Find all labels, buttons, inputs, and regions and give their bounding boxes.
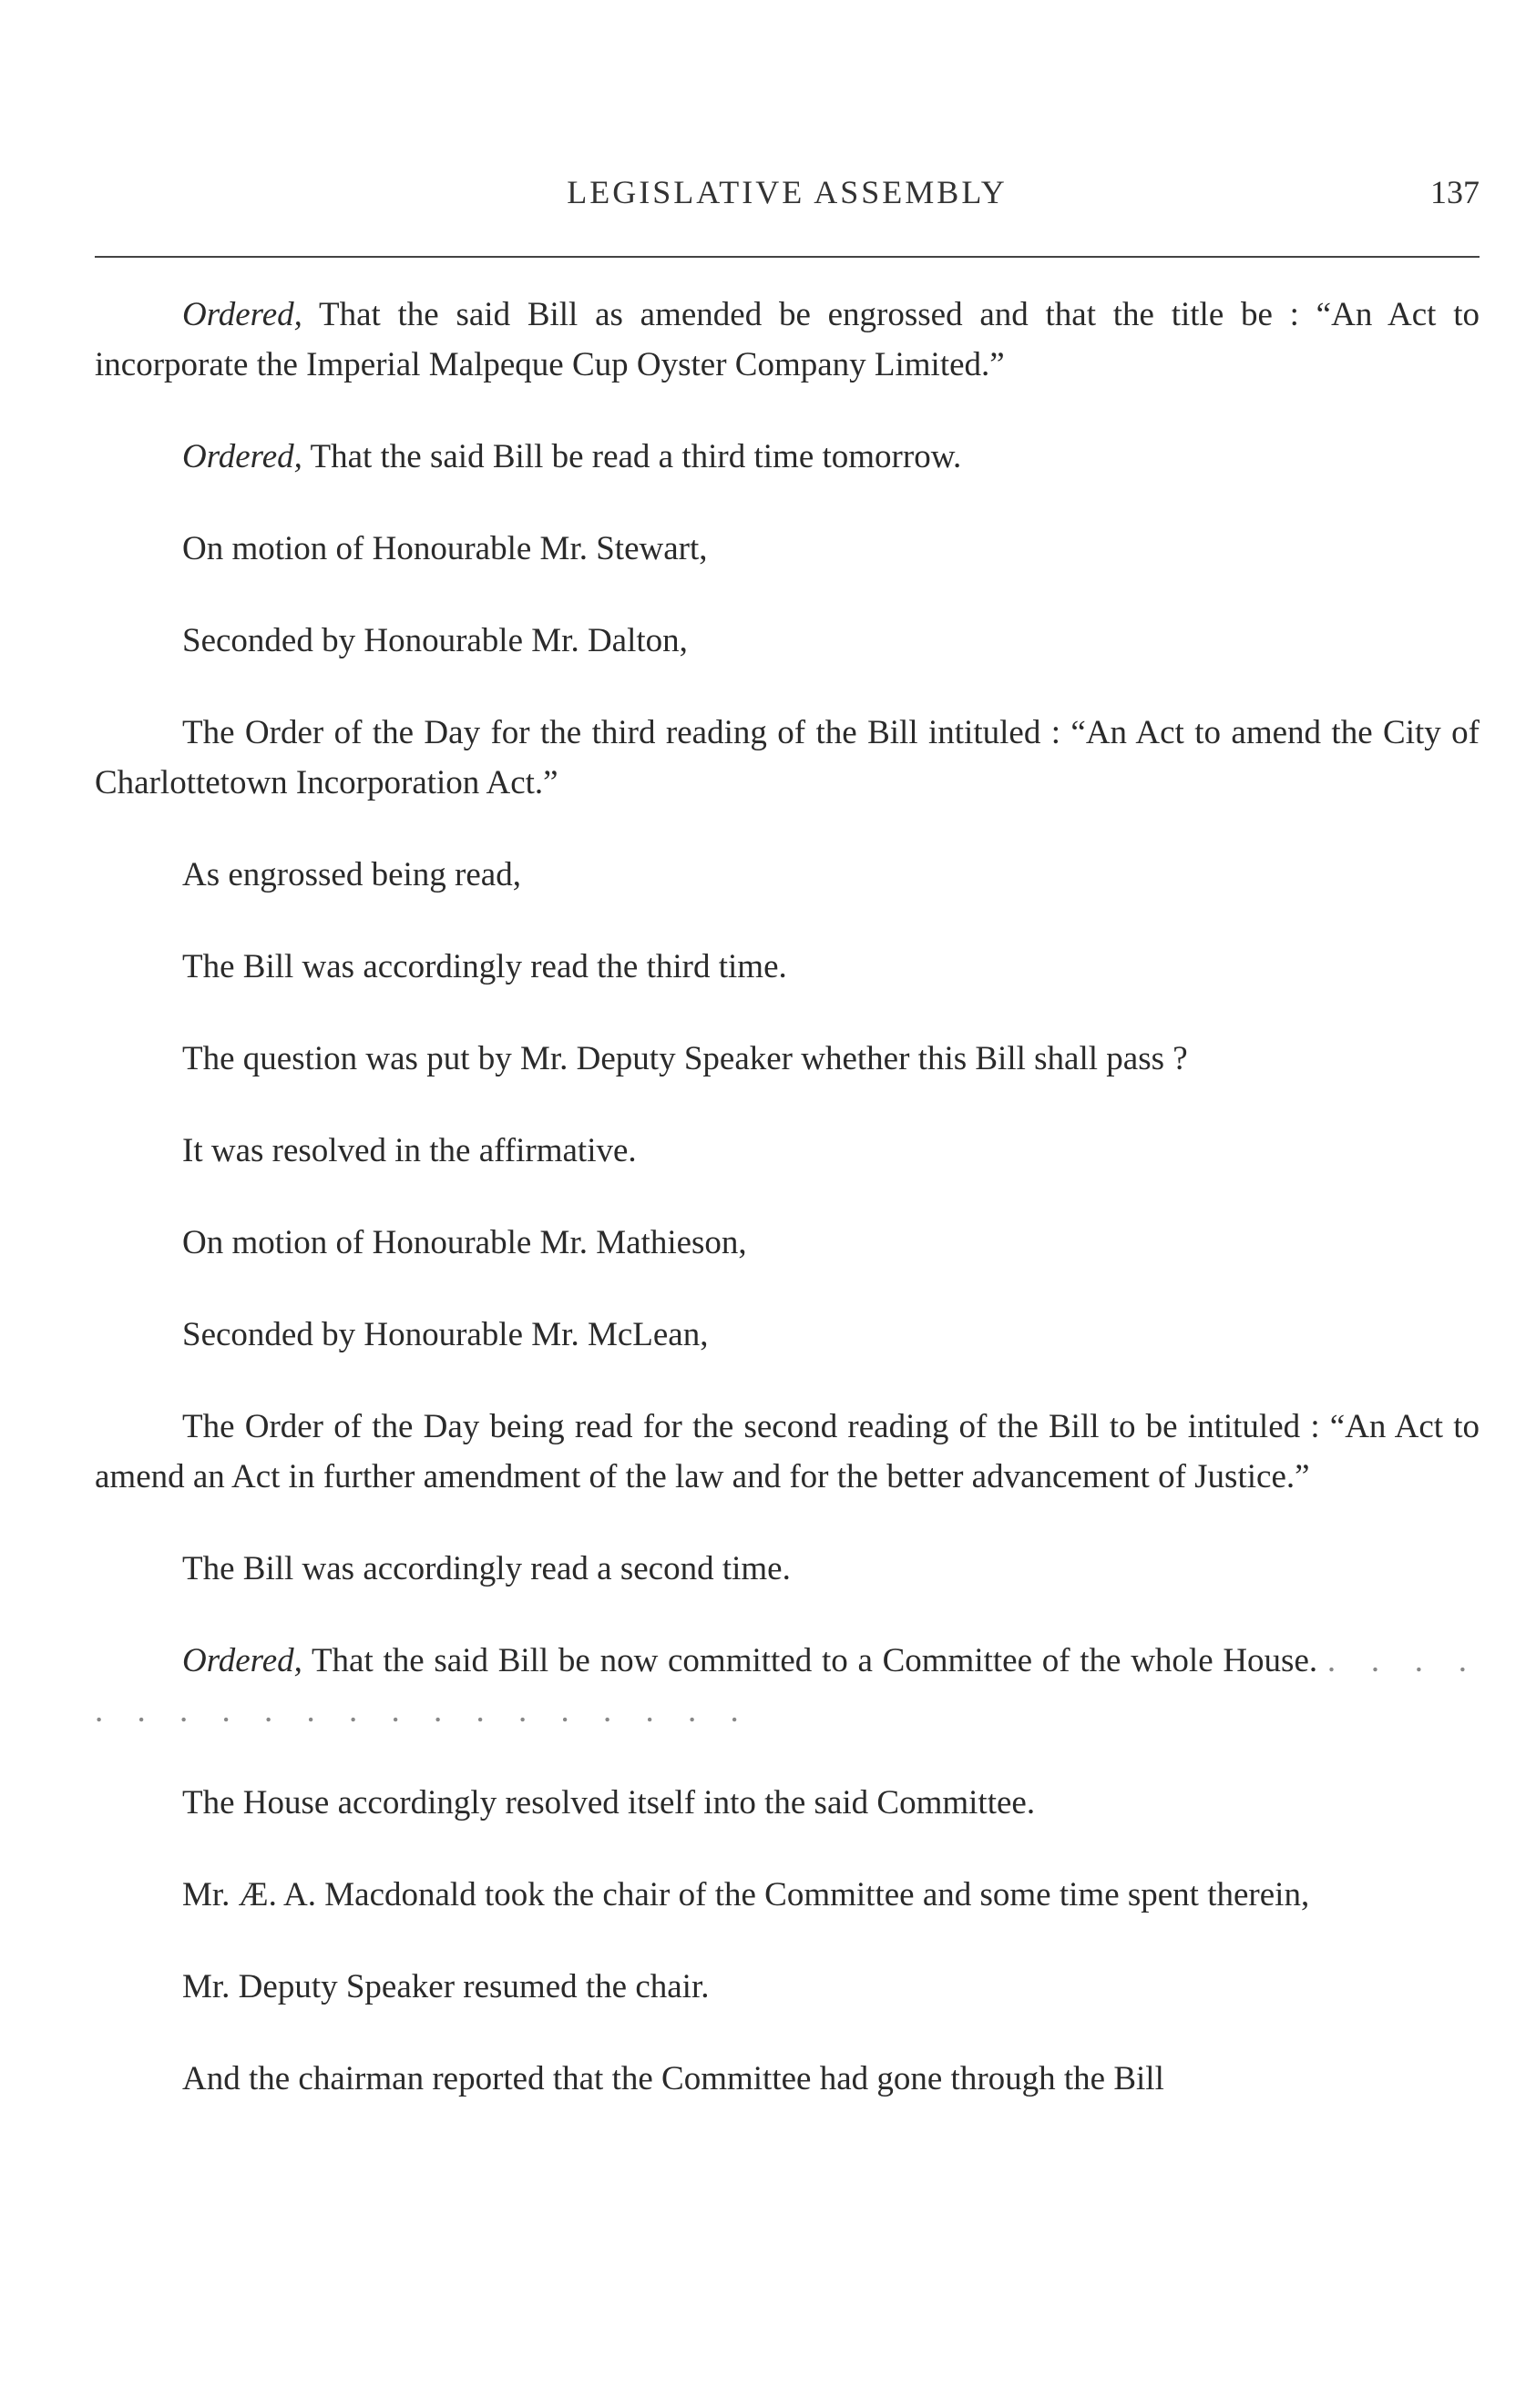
paragraph-text: That the said Bill be read a third time tomorrow. — [310, 438, 962, 475]
paragraph-text: The Bill was accordingly read a second time. — [182, 1550, 791, 1587]
paragraph-lead: Ordered, — [182, 438, 302, 475]
paragraph — [95, 616, 1480, 666]
paragraph — [95, 1870, 1480, 1920]
paragraph — [95, 1778, 1480, 1828]
body-text — [95, 290, 1480, 2146]
running-head — [95, 173, 1480, 219]
paragraph-text: The Bill was accordingly read the third time. — [182, 948, 787, 985]
paragraph — [95, 1310, 1480, 1360]
paragraph — [95, 1034, 1480, 1084]
page-number: 137 — [1430, 174, 1480, 210]
paragraph-text: On motion of Honourable Mr. Stewart, — [182, 530, 708, 567]
running-title: LEGISLATIVE ASSEMBLY — [567, 174, 1008, 210]
paragraph-text: As engrossed being read, — [182, 856, 521, 893]
paragraph — [95, 708, 1480, 808]
paragraph-text: Mr. Deputy Speaker resumed the chair. — [182, 1968, 710, 2005]
paragraph — [95, 1126, 1480, 1176]
paragraph — [95, 1218, 1480, 1268]
paragraph-text: And the chairman reported that the Committee had gone through the Bill — [182, 2060, 1164, 2097]
paragraph — [95, 1402, 1480, 1502]
paragraph-text: Seconded by Honourable Mr. McLean, — [182, 1316, 709, 1353]
paragraph-text: The Order of the Day for the third reading of the Bill intituled : “An Act to amend the City of Charlottetown Incorporation Act.” — [95, 714, 1480, 801]
paragraph — [95, 2054, 1480, 2104]
paragraph — [95, 524, 1480, 574]
paragraph — [95, 290, 1480, 390]
paragraph — [95, 942, 1480, 992]
paragraph-text: Seconded by Honourable Mr. Dalton, — [182, 622, 688, 659]
leader-dots: . . . . . . . . . . . . . . . . . . . . — [95, 1642, 1480, 1729]
paragraph-text: The question was put by Mr. Deputy Speaker whether this Bill shall pass ? — [182, 1040, 1188, 1077]
paragraph-lead: Ordered, — [182, 296, 302, 333]
paragraph — [95, 432, 1480, 482]
paragraph — [95, 1962, 1480, 2012]
paragraph-text: That the said Bill as amended be engrossed and that the title be : “An Act to incorporate the Imperial Malpeque Cup Oyster Company Limited.” — [95, 296, 1480, 383]
paragraph — [95, 1636, 1480, 1736]
paragraph — [95, 850, 1480, 900]
paragraph-text: The House accordingly resolved itself into the said Committee. — [182, 1784, 1036, 1821]
paragraph — [95, 1544, 1480, 1594]
paragraph-lead: Ordered, — [182, 1642, 302, 1679]
header-rule — [95, 256, 1480, 258]
paragraph-text: That the said Bill be now committed to a Committee of the whole House. — [311, 1642, 1318, 1679]
paragraph-text: On motion of Honourable Mr. Mathieson, — [182, 1224, 747, 1261]
paragraph-text: The Order of the Day being read for the second reading of the Bill to be intituled : “An Act to amend an Act in further amendment of the law and for the better advancement of Justice.” — [95, 1408, 1480, 1495]
paragraph-text: Mr. Æ. A. Macdonald took the chair of the Committee and some time spent therein, — [182, 1876, 1310, 1913]
paragraph-text: It was resolved in the affirmative. — [182, 1132, 637, 1169]
